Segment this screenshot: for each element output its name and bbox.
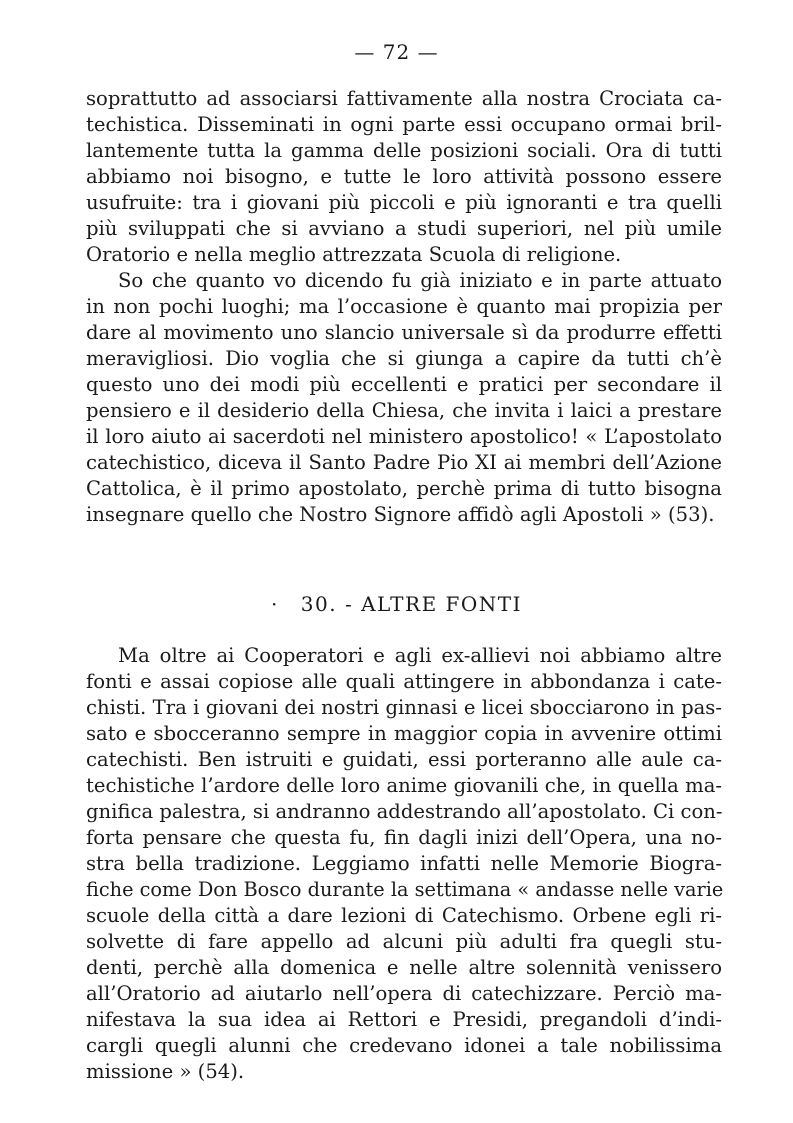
text-line: insegnare quello che Nostro Signore affidò agli Apostoli » (53). <box>86 503 715 526</box>
text-line: So che quanto vo dicendo fu già iniziato e in parte attuato <box>118 269 722 292</box>
text-line: forta pensare che questa fu, fin dagli inizi dell’Opera, una no- <box>86 826 722 849</box>
text-line: in non pochi luoghi; ma l’occasione è quanto mai propizia per <box>86 295 722 318</box>
page-number: — 72 — <box>354 40 439 64</box>
section-title: 30. - ALTRE FONTI <box>300 592 523 616</box>
text-line: sato e sbocceranno sempre in maggior copia in avvenire ottimi <box>86 722 722 745</box>
text-line: techistiche l’ardore delle loro anime giovanili che, in quella ma- <box>86 774 722 797</box>
text-line: abbiamo noi bisogno, e tutte le loro attività possono essere <box>86 165 722 188</box>
text-line: fonti e assai copiose alle quali attingere in abbondanza i cate- <box>86 670 722 693</box>
section-heading <box>0 592 793 616</box>
text-line: Cattolica, è il primo apostolato, perchè prima di tutto bisogna <box>86 477 722 500</box>
text-line: nifestava la sua idea ai Rettori e Presidi, pregandoli d’indi- <box>86 1008 722 1031</box>
text-line: scuole della città a dare lezioni di Catechismo. Orbene egli ri- <box>86 904 722 927</box>
text-line: techistica. Disseminati in ogni parte essi occupano ormai bril- <box>86 113 722 136</box>
text-line: Oratorio e nella meglio attrezzata Scuola di religione. <box>86 243 622 266</box>
text-line: missione » (54). <box>86 1060 245 1083</box>
text-line: all’Oratorio ad aiutarlo nell’opera di catechizzare. Perciò ma- <box>86 982 722 1005</box>
heading-bullet: · <box>270 592 279 616</box>
text-line: usufruite: tra i giovani più piccoli e più ignoranti e tra quelli <box>86 191 722 214</box>
text-line: pensiero e il desiderio della Chiesa, che invita i laici a prestare <box>86 399 722 422</box>
text-line: fiche come Don Bosco durante la settimana « andasse nelle varie <box>86 878 724 901</box>
text-line: dare al movimento uno slancio universale sì da produrre effetti <box>86 321 722 344</box>
text-line: lantemente tutta la gamma delle posizioni sociali. Ora di tutti <box>86 139 722 162</box>
text-line: Ma oltre ai Cooperatori e agli ex-allievi noi abbiamo altre <box>118 644 722 667</box>
text-line: denti, perchè alla domenica e nelle altre solennità venissero <box>86 956 722 979</box>
text-line: il loro aiuto ai sacerdoti nel ministero apostolico! « L’apostolato <box>86 425 722 448</box>
text-line: catechistico, diceva il Santo Padre Pio XI ai membri dell’Azione <box>86 451 722 474</box>
text-line: meravigliosi. Dio voglia che si giunga a capire da tutti ch’è <box>86 347 722 370</box>
text-line: catechisti. Ben istruiti e guidati, essi porteranno alle aule ca- <box>86 748 722 771</box>
text-line: solvette di fare appello ad alcuni più adulti fra quegli stu- <box>86 930 722 953</box>
text-line: stra bella tradizione. Leggiamo infatti nelle Memorie Biogra- <box>86 852 722 875</box>
text-line: gnifica palestra, si andranno addestrando all’apostolato. Ci con- <box>86 800 723 823</box>
text-line: più sviluppati che si avviano a studi superiori, nel più umile <box>86 217 722 240</box>
text-line: cargli quegli alunni che credevano idonei a tale nobilissima <box>86 1034 722 1057</box>
text-line: chisti. Tra i giovani dei nostri ginnasi e licei sbocciarono in pas- <box>86 696 722 719</box>
text-line: soprattutto ad associarsi fattivamente alla nostra Crociata ca- <box>86 87 722 110</box>
text-line: questo uno dei modi più eccellenti e pratici per secondare il <box>86 373 722 396</box>
